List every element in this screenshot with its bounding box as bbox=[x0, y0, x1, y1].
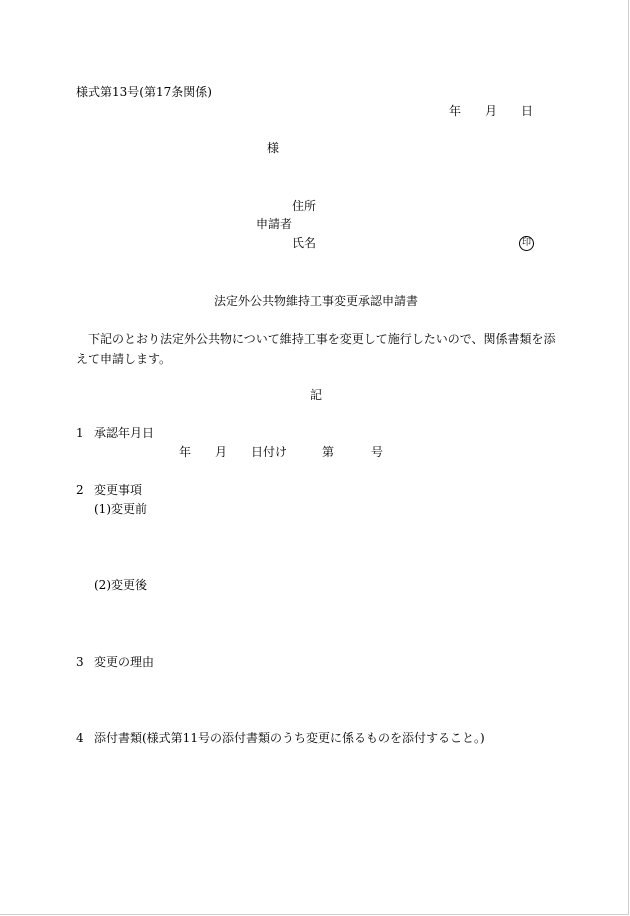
ki-heading: 記 bbox=[310, 388, 323, 402]
item-2-sub-before: (1)変更前 bbox=[94, 502, 147, 516]
item-2-sub-after: (2)変更後 bbox=[94, 578, 147, 592]
document-title: 法定外公共物維持工事変更承認申請書 bbox=[214, 294, 419, 308]
item-2-number: 2 bbox=[76, 483, 84, 497]
item-1-year: 年 bbox=[179, 445, 192, 459]
applicant-name-label: 氏名 bbox=[292, 236, 317, 250]
addressee-suffix: 様 bbox=[267, 141, 280, 155]
date-month-label: 月 bbox=[485, 104, 498, 118]
item-1-date-suffix: 日付け bbox=[251, 445, 288, 459]
seal-mark: 印 bbox=[519, 236, 534, 251]
item-1-number: 1 bbox=[76, 426, 84, 440]
item-2-label: 変更事項 bbox=[94, 483, 143, 497]
item-4-number: 4 bbox=[76, 731, 84, 745]
body-paragraph: 下記のとおり法定外公共物について維持工事を変更して施行したいので、関係書類を添えて申請します。 bbox=[76, 332, 556, 366]
applicant-title: 申請者 bbox=[256, 217, 293, 231]
item-1-month: 月 bbox=[215, 445, 228, 459]
item-3-label: 変更の理由 bbox=[94, 655, 155, 669]
form-number: 様式第13号(第17条関係) bbox=[76, 85, 212, 99]
item-4-label: 添付書類(様式第11号の添付書類のうち変更に係るものを添付すること。) bbox=[94, 731, 485, 745]
date-year-label: 年 bbox=[449, 104, 462, 118]
applicant-address-label: 住所 bbox=[292, 199, 317, 213]
item-1-go: 号 bbox=[371, 445, 384, 459]
item-1-dai: 第 bbox=[322, 445, 335, 459]
item-1-label: 承認年月日 bbox=[94, 426, 155, 440]
item-3-number: 3 bbox=[76, 655, 84, 669]
date-day-label: 日 bbox=[521, 104, 534, 118]
